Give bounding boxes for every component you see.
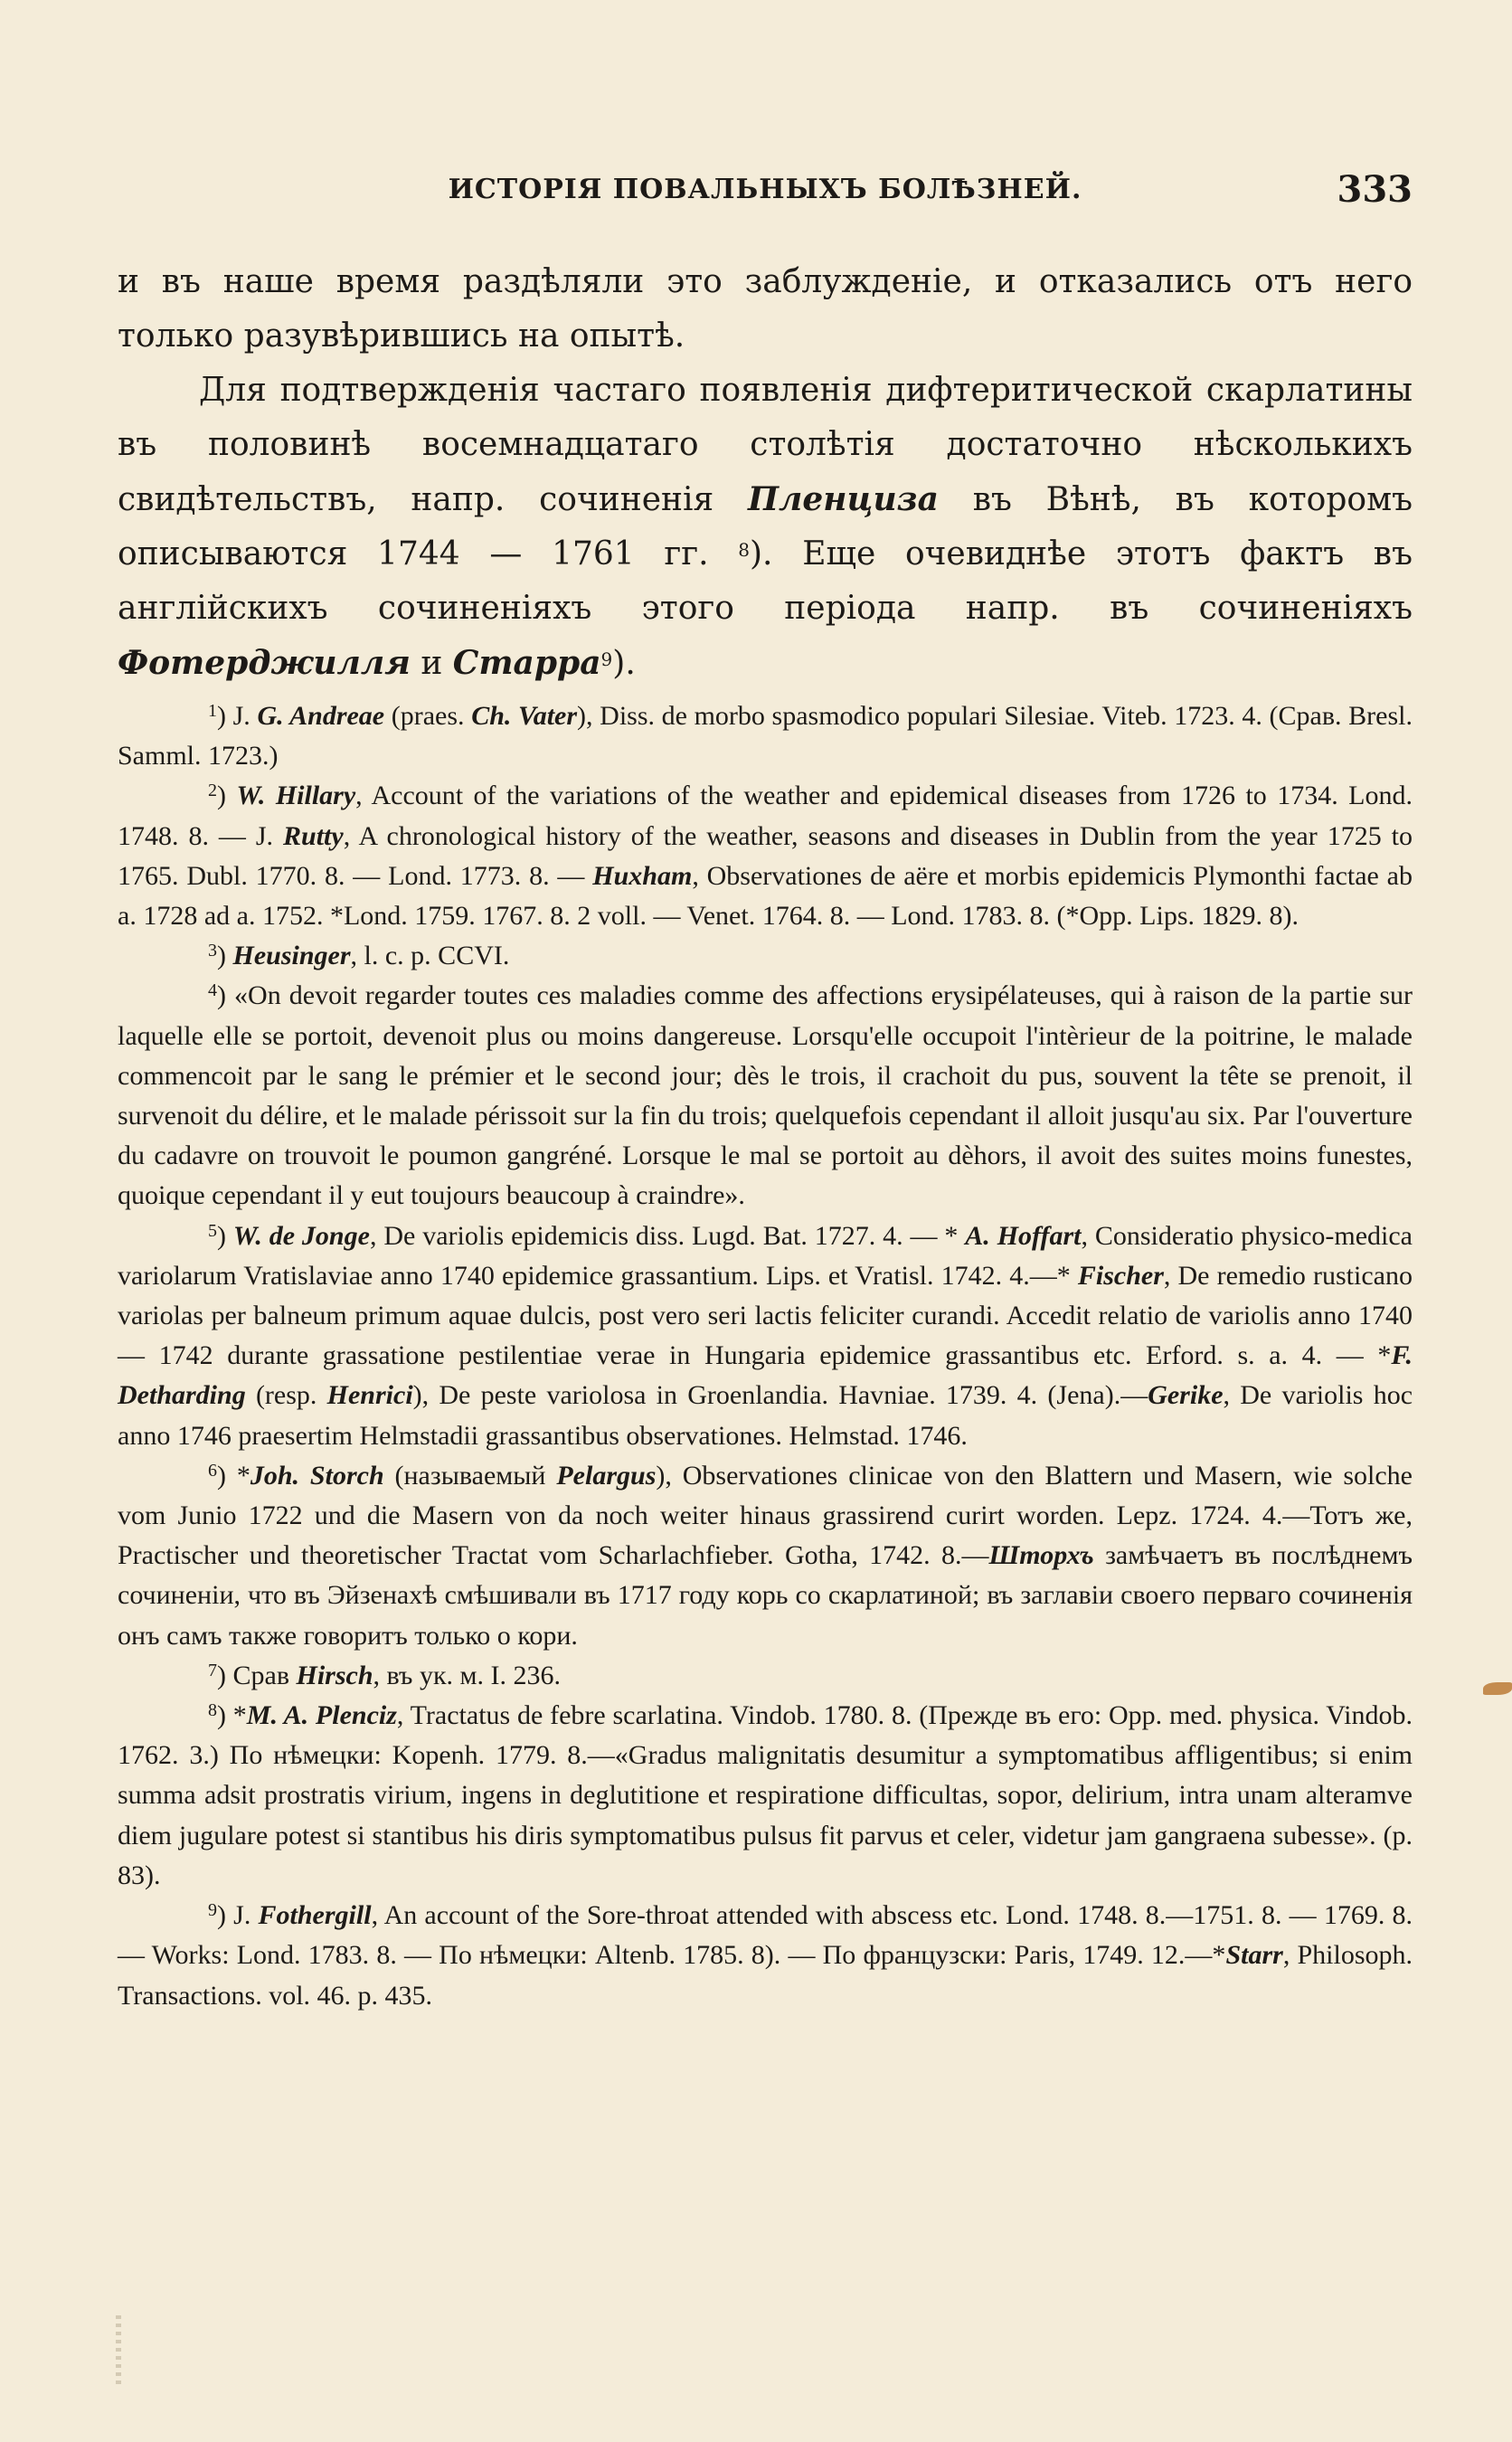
text-span: , Philosoph. Transactions. vol. 46. p. 435. xyxy=(118,1940,1413,2011)
page-number: 333 xyxy=(1337,168,1413,211)
footnote-mark: 5 xyxy=(208,1220,217,1241)
text-span: ) xyxy=(217,941,233,971)
author-name: Fischer xyxy=(1077,1260,1164,1291)
text-span: ). xyxy=(612,645,636,682)
author-name: Heusinger xyxy=(232,941,351,971)
footnote-mark: 3 xyxy=(208,941,217,961)
text-span: , A chronological history of the weather, seasons and diseases in Dublin from the year 1725 to 1765. Dubl. 1770. 8. — Lond. 1773. 8. — xyxy=(118,820,1413,891)
footnote-mark: 8 xyxy=(208,1700,217,1721)
main-text xyxy=(118,255,1413,691)
footnote-mark: 1 xyxy=(208,701,217,721)
author-name: Pelargus xyxy=(556,1460,657,1491)
text-span: , De variolis hoc anno 1746 praesertim Helmstadii grassantibus observationes. Helmstad. 1746. xyxy=(118,1380,1413,1451)
text-span: , Account of the variations of the weather and epidemical diseases from 1726 to 1734. Lond. 1748. 8. — J. xyxy=(118,781,1413,851)
footnote-3 xyxy=(118,936,1413,976)
text-span: , De variolis epidemicis diss. Lugd. Bat. 1727. 4. — * xyxy=(369,1220,966,1251)
running-title: ИСТОРІЯ ПОВАЛЬНЫХЪ БОЛѢЗНЕЙ. xyxy=(448,174,1082,205)
footnote-6 xyxy=(118,1456,1413,1656)
footnote-8 xyxy=(118,1696,1413,1896)
text-span: ) Срав xyxy=(217,1660,297,1690)
text-span: ), Diss. de morbo spasmodico populari Silesiae. Viteb. 1723. 4. (Срав. Bresl. Samml. 1723.) xyxy=(118,701,1413,771)
text-span: Для подтвержденія частаго появленія дифтеритической скарлатины въ половинѣ восемнадцатаго столѣтія достаточно нѣсколькихъ свидѣтельствъ, напр. сочиненія xyxy=(118,372,1413,518)
running-header xyxy=(118,168,1413,213)
footnote-mark: 6 xyxy=(208,1460,217,1481)
text-span: и xyxy=(410,645,453,682)
text-span: , Consideratio physico-medica variolarum Vratislaviae anno 1740 epidemice grassantium. Lips. et Vratisl. 1742. 4.—* xyxy=(118,1220,1413,1291)
text-span: , Tractatus de febre scarlatina. Vindob. 1780. 8. (Прежде въ его: Opp. med. physica. Vindob. 1762. 3.) По нѣмецки: Kopenh. 1779. 8.—«Gradus malignitatis desumitur a symptomatibus affligentibus; si enim summa adsit prostratis virium, ingens in deglutitione et respiratione difficultas, sopor, delirium, intra unam alteramve diem jugulare potest si stantibus his diris symptomatibus pulsus fit parvus et celer, videtur jam gangraena subesse». (p. 83). xyxy=(118,1700,1413,1890)
footnote-5 xyxy=(118,1216,1413,1456)
text-span: ) J. xyxy=(217,1900,259,1931)
author-name: G. Andreae xyxy=(257,701,385,731)
footnote-ref: 9 xyxy=(600,648,613,670)
author-name: Шторхъ xyxy=(988,1540,1094,1571)
text-span: замѣчаетъ въ послѣднемъ сочиненіи, что въ Эйзенахѣ смѣшивали въ 1717 году корь со скарлатиной; въ заглавіи своего перваго сочиненія онъ самъ также говоритъ только о кори. xyxy=(118,1540,1413,1651)
text-span: (praes. xyxy=(384,701,472,731)
text-span: , Observationes de aëre et morbis epidemicis Plymonthi factae ab a. 1728 ad a. 1752. *Lond. 1759. 1767. 8. 2 voll. — Venet. 1764. 8. — Lond. 1783. 8. (*Opp. Lips. 1829. 8). xyxy=(118,860,1413,932)
text-span: ) J. xyxy=(217,701,258,731)
author-name: Rutty xyxy=(283,820,344,851)
footnote-mark: 4 xyxy=(208,980,217,1001)
text-span: ) xyxy=(217,1220,233,1251)
footnote-9 xyxy=(118,1896,1413,2016)
footnote-ref: 8 xyxy=(738,539,750,561)
author-name: Старра xyxy=(452,644,601,682)
text-span: ) * xyxy=(217,1460,250,1491)
footnote-4 xyxy=(118,976,1413,1216)
author-name: Gerike xyxy=(1148,1380,1224,1411)
paragraph-continuation: и въ наше время раздѣляли это заблужденіе, и отказались отъ него только разувѣрившись на опытѣ. xyxy=(118,263,1413,355)
text-span: ), Observationes clinicae von den Blattern und Masern, wie solche vom Junio 1722 und die Masern von da noch weiter hinaus grassirend curirt worden. Lepz. 1724. 4.—Тотъ же, Practischer und theoretischer Tractat vom Scharlachfieber. Gotha, 1742. 8.— xyxy=(118,1460,1413,1571)
footnote-mark: 7 xyxy=(208,1660,217,1680)
author-name: A. Hoffart xyxy=(965,1220,1082,1251)
author-name: Fothergill xyxy=(258,1900,372,1931)
footnote-1 xyxy=(118,696,1413,776)
text-span: ). Еще очевиднѣе этотъ фактъ въ англійскихъ сочиненіяхъ этого періода напр. въ сочиненіяхъ xyxy=(118,535,1413,627)
text-span: ), De peste variolosa in Groenlandia. Havniae. 1739. 4. (Jena).— xyxy=(412,1380,1148,1411)
author-name: Ch. Vater xyxy=(471,701,578,731)
author-name: Пленциза xyxy=(748,480,939,518)
margin-stamp-mark xyxy=(116,2315,121,2388)
author-name: Hirsch xyxy=(296,1660,373,1690)
author-name: Huxham xyxy=(592,860,693,891)
author-name: Joh. Storch xyxy=(250,1460,384,1491)
author-name: F. Detharding xyxy=(118,1340,1413,1411)
text-span: , An account of the Sore-throat attended with abscess etc. Lond. 1748. 8.—1751. 8. — 1769. 8. — Works: Lond. 1783. 8. — По нѣмецки: Altenb. 1785. 8). — По французски: Paris, 1749. 12.—* xyxy=(118,1900,1413,1971)
text-span: , въ ук. м. I. 236. xyxy=(373,1660,561,1690)
text-span: въ Вѣнѣ, въ которомъ описываются 1744 — 1761 гг. xyxy=(118,481,1413,573)
ink-stain xyxy=(1483,1682,1512,1695)
footnote-mark: 9 xyxy=(208,1900,217,1921)
author-name: W. de Jonge xyxy=(232,1220,370,1251)
footnote-7 xyxy=(118,1656,1413,1696)
author-name: Henrici xyxy=(326,1380,413,1411)
author-name: Starr xyxy=(1225,1940,1283,1971)
footnotes xyxy=(118,696,1413,2016)
text-span: (называемый xyxy=(383,1460,557,1491)
author-name: W. Hillary xyxy=(236,781,356,811)
author-name: Фотерджилля xyxy=(118,644,411,682)
author-name: M. A. Plenciz xyxy=(246,1700,397,1731)
paragraph-scarlatina xyxy=(118,364,1413,691)
text-span: ) «On devoit regarder toutes ces maladies comme des affections erysipélateuses, qui à raison de la partie sur laquelle elle se portoit, devenoit plus ou moins dangereuse. Lorsqu'elle occupoit l'intèrieur de la poitrine, le malade commencoit par le sang le prémier et le second jour; dès le trois, il crachoit du pus, souvent la tête se prenoit, il survenoit du délire, et le malade périssoit sur la fin du trois; quelquefois cependant il alloit jusqu'au six. Par l'ouverture du cadavre on trouvoit le poumon gangréné. Lorsque le mal se portoit au dèhors, il avoit des suites moins funestes, quoique cependant il y eut toujours beaucoup à craindre». xyxy=(118,980,1413,1211)
text-span: (resp. xyxy=(245,1380,327,1411)
footnote-mark: 2 xyxy=(208,781,217,801)
text-span: ) xyxy=(217,781,237,811)
text-span: , l. c. p. CCVI. xyxy=(350,941,510,971)
footnote-2 xyxy=(118,776,1413,936)
text-span: ) * xyxy=(217,1700,247,1731)
text-span: , De remedio rusticano variolas per balneum primum aquae dulcis, post vero seri lactis feliciter curandi. Accedit relatio de variolis anno 1740 — 1742 durante grassatione pestilentiae verae in Hungaria epidemice grassantibus etc. Erford. s. a. 4. — * xyxy=(118,1260,1413,1371)
